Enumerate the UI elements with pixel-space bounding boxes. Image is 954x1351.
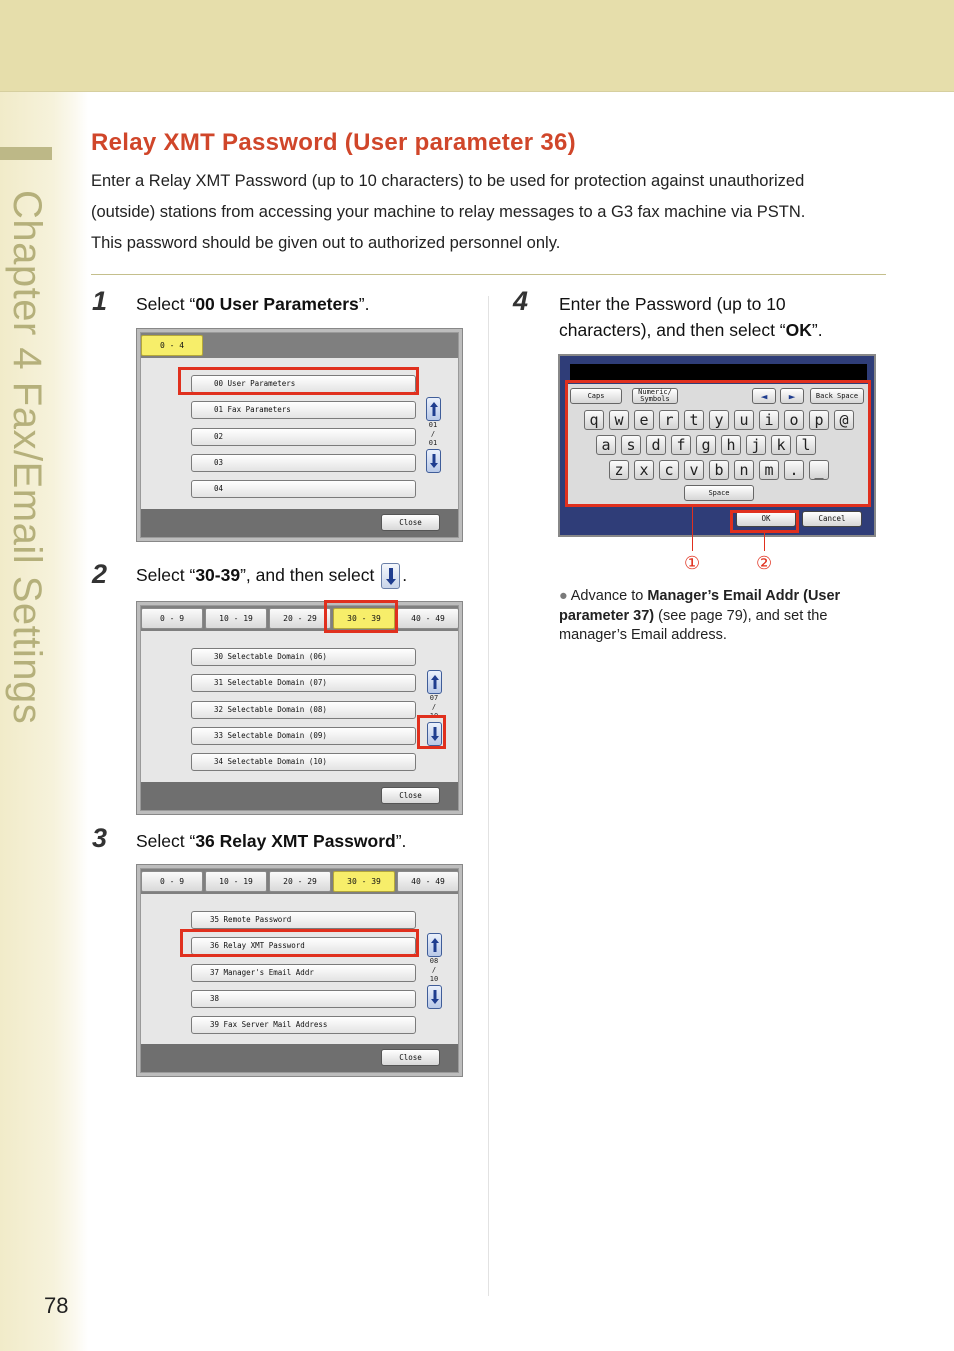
ok-button[interactable]: OK (736, 511, 796, 527)
page-indicator: 01 / 01 (428, 421, 438, 447)
menu-item[interactable]: 38 (191, 990, 416, 1008)
page-number: 78 (44, 1293, 69, 1318)
key-period[interactable]: . (784, 460, 804, 480)
key-k[interactable]: k (771, 435, 791, 455)
menu-item[interactable]: 30 Selectable Domain (06) (191, 648, 416, 666)
key-u[interactable]: u (734, 410, 754, 430)
down-arrow-icon (381, 563, 400, 589)
key-h[interactable]: h (721, 435, 741, 455)
tab-10-19[interactable]: 10 - 19 (205, 608, 267, 629)
note: ● Advance to Manager’s Email Addr (User parameter 37) (see page 79), and set the manager’s Email address. (559, 588, 841, 643)
screen-relay-xmt-password (136, 864, 463, 1077)
arrow-up-icon (429, 401, 439, 417)
intro-line: Enter a Relay XMT Password (up to 10 characters) to be used for protection against unauthorized (91, 172, 805, 190)
menu-item[interactable]: 35 Remote Password (191, 911, 416, 929)
key-z[interactable]: z (609, 460, 629, 480)
key-l[interactable]: l (796, 435, 816, 455)
highlight-box (565, 380, 871, 507)
menu-item[interactable]: 31 Selectable Domain (07) (191, 674, 416, 692)
key-g[interactable]: g (696, 435, 716, 455)
scroll-down-button[interactable] (427, 985, 442, 1009)
step-instruction: Select “00 User Parameters”. (136, 294, 370, 314)
key-v[interactable]: v (684, 460, 704, 480)
arrow-down-icon (429, 453, 439, 469)
key-q[interactable]: q (584, 410, 604, 430)
close-button[interactable]: Close (381, 787, 440, 804)
close-button[interactable]: Close (381, 1049, 440, 1066)
key-p[interactable]: p (809, 410, 829, 430)
screen-tab-bar (141, 333, 458, 358)
step-number: 2 (92, 559, 108, 589)
key-underscore[interactable]: _ (809, 460, 829, 480)
cursor-left-button[interactable]: ◄ (752, 388, 776, 404)
menu-item[interactable]: 37 Manager's Email Addr (191, 964, 416, 982)
arrow-up-icon (430, 674, 440, 690)
scroll-up-button[interactable] (427, 933, 442, 957)
tab-20-29[interactable]: 20 - 29 (269, 608, 331, 629)
key-s[interactable]: s (621, 435, 641, 455)
callout-2: ② (756, 553, 773, 573)
divider (91, 274, 886, 275)
highlight-box (180, 929, 419, 957)
cancel-button[interactable]: Cancel (802, 511, 862, 527)
key-x[interactable]: x (634, 460, 654, 480)
tab-30-39[interactable]: 30 - 39 (333, 608, 395, 629)
key-m[interactable]: m (759, 460, 779, 480)
back-space-button[interactable]: Back Space (810, 388, 864, 404)
highlight-box (324, 600, 398, 633)
scroll-up-button[interactable] (427, 670, 442, 694)
password-display (570, 364, 867, 380)
menu-item[interactable]: 03 (191, 454, 416, 472)
key-o[interactable]: o (784, 410, 804, 430)
tab-0-9[interactable]: 0 - 9 (141, 871, 203, 892)
key-d[interactable]: d (646, 435, 666, 455)
page-indicator: 07 / 10 (429, 694, 439, 720)
screen-body (140, 605, 459, 811)
screen-user-parameters (136, 328, 463, 542)
tab-0-4[interactable]: 0 - 4 (141, 335, 203, 356)
tab-40-49[interactable]: 40 - 49 (397, 871, 459, 892)
menu-item[interactable]: 04 (191, 480, 416, 498)
tab-0-9[interactable]: 0 - 9 (141, 608, 203, 629)
menu-item[interactable]: 39 Fax Server Mail Address (191, 1016, 416, 1034)
intro-line: (outside) stations from accessing your machine to relay messages to a G3 fax machine via PSTN. (91, 203, 806, 221)
menu-item[interactable]: 33 Selectable Domain (09) (191, 727, 416, 745)
step-number: 4 (513, 286, 529, 316)
keyboard-footer (560, 505, 874, 535)
chapter-marker (0, 147, 52, 160)
screen-footer (141, 782, 458, 810)
key-w[interactable]: w (609, 410, 629, 430)
key-at[interactable]: @ (834, 410, 854, 430)
step-instruction: Select “30-39”, and then select . (136, 562, 407, 589)
scroll-down-button[interactable] (426, 449, 441, 473)
menu-item[interactable]: 02 (191, 428, 416, 446)
callout-1: ① (684, 553, 701, 573)
arrow-down-icon (430, 989, 440, 1005)
cursor-right-button[interactable]: ► (780, 388, 804, 404)
key-j[interactable]: j (746, 435, 766, 455)
caps-button[interactable]: Caps (570, 388, 622, 404)
step-instruction: Enter the Password (up to 10 characters), and then select “OK”. (559, 294, 823, 340)
intro-line: This password should be given out to authorized personnel only. (91, 234, 561, 252)
tab-10-19[interactable]: 10 - 19 (205, 871, 267, 892)
key-e[interactable]: e (634, 410, 654, 430)
key-b[interactable]: b (709, 460, 729, 480)
numeric-symbols-button[interactable]: Numeric/ Symbols (632, 388, 678, 404)
section-title: Relay XMT Password (User parameter 36) (91, 129, 576, 156)
bullet-icon: ● (559, 588, 568, 604)
key-r[interactable]: r (659, 410, 679, 430)
highlight-box (730, 510, 799, 533)
tab-30-39[interactable]: 30 - 39 (333, 871, 395, 892)
chapter-label: Chapter 4 Fax/Email Settings (5, 190, 49, 725)
highlight-box (178, 367, 419, 395)
key-y[interactable]: y (709, 410, 729, 430)
callout-line (764, 533, 765, 551)
key-f[interactable]: f (671, 435, 691, 455)
step-instruction: Select “36 Relay XMT Password”. (136, 831, 407, 851)
key-a[interactable]: a (596, 435, 616, 455)
tab-40-49[interactable]: 40 - 49 (397, 608, 459, 629)
scroll-up-button[interactable] (426, 397, 441, 421)
menu-item-relay-xmt-password[interactable]: 36 Relay XMT Password (191, 937, 416, 955)
callout-line (692, 507, 693, 551)
column-divider (488, 296, 489, 1296)
key-n[interactable]: n (734, 460, 754, 480)
screen-footer (141, 509, 458, 537)
screen-body (140, 332, 459, 538)
page-indicator: 08 / 10 (429, 957, 439, 983)
key-t[interactable]: t (684, 410, 704, 430)
arrow-up-icon (430, 937, 440, 953)
highlight-box (417, 715, 446, 749)
menu-item[interactable]: 34 Selectable Domain (10) (191, 753, 416, 771)
screen-parameter-tabs-30-39 (136, 601, 463, 815)
intro-text (91, 166, 881, 259)
screen-tab-bar (141, 606, 458, 631)
step-number: 3 (92, 823, 108, 853)
close-button[interactable]: Close (381, 514, 440, 531)
header-band (0, 0, 954, 92)
key-c[interactable]: c (659, 460, 679, 480)
screen-footer (141, 1044, 458, 1072)
menu-item-user-parameters[interactable]: 00 User Parameters (191, 375, 416, 393)
step-number: 1 (92, 286, 108, 316)
screen-body (140, 868, 459, 1073)
screen-tab-bar (141, 869, 458, 894)
tab-20-29[interactable]: 20 - 29 (269, 871, 331, 892)
menu-item-fax-parameters[interactable]: 01 Fax Parameters (191, 401, 416, 419)
space-button[interactable]: Space (684, 485, 754, 501)
menu-item[interactable]: 32 Selectable Domain (08) (191, 701, 416, 719)
key-i[interactable]: i (759, 410, 779, 430)
